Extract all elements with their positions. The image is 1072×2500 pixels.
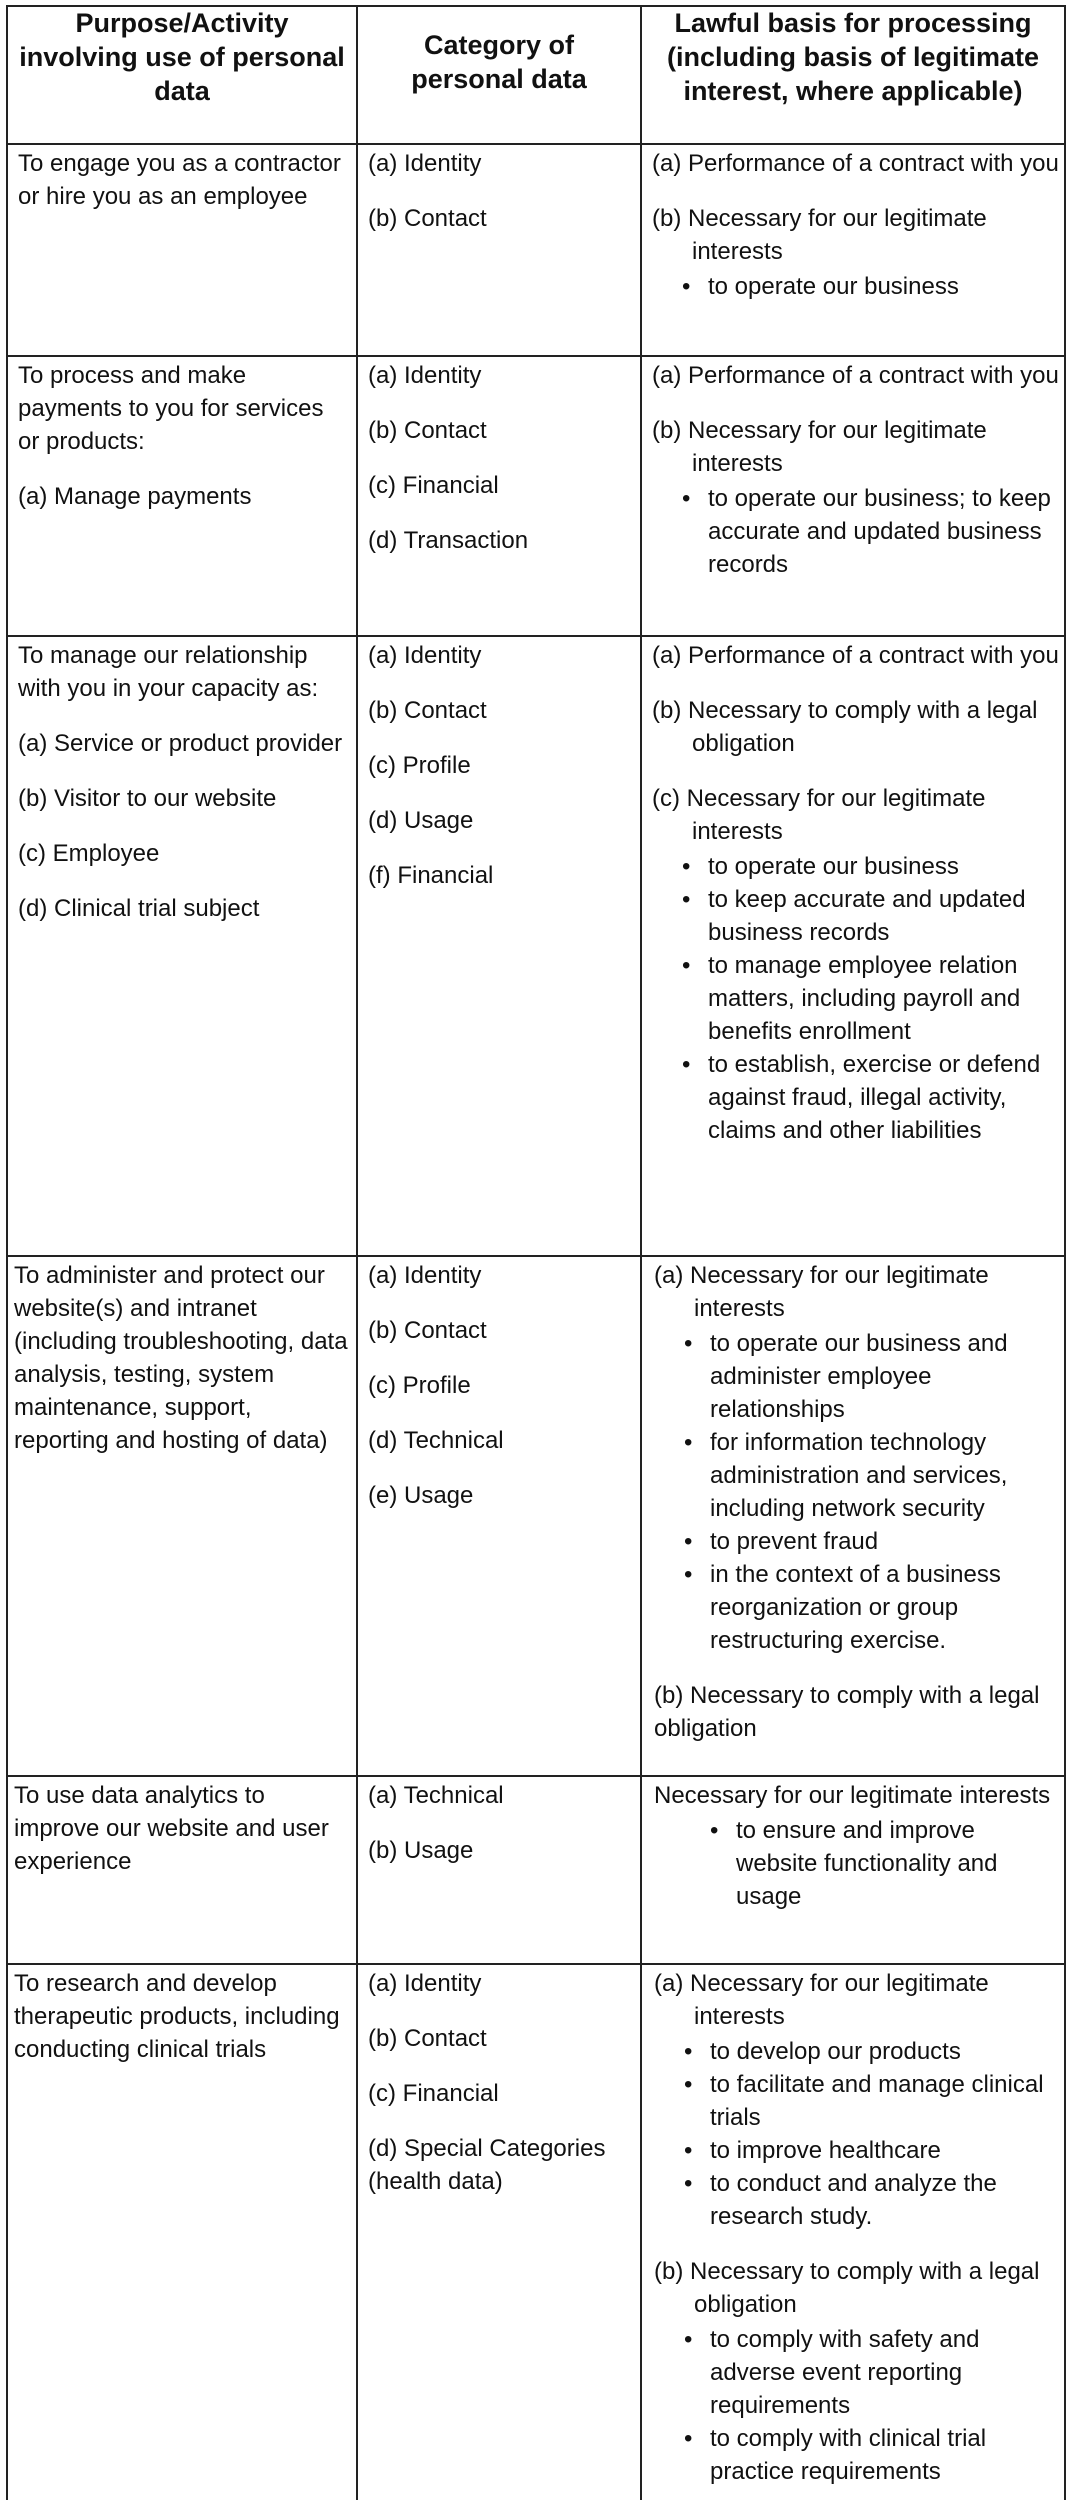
category-item: (a) Identity bbox=[368, 1262, 482, 1289]
basis-item: Necessary for our legitimate interests bbox=[654, 1782, 1051, 1809]
header-category: Category of personal data bbox=[411, 30, 587, 94]
bullet-item: • to conduct and analyze the research study. bbox=[710, 2167, 1062, 2233]
basis-item: (a) Necessary for our legitimate interests bbox=[654, 1970, 989, 2030]
basis-item: (a) Performance of a contract with you bbox=[652, 362, 1059, 389]
row3-categories bbox=[368, 639, 634, 914]
row2-purpose bbox=[18, 359, 348, 535]
category-item: (a) Identity bbox=[368, 150, 482, 177]
bullet-item: • to operate our business bbox=[708, 270, 1062, 303]
category-item: (b) Usage bbox=[368, 1837, 474, 1864]
purpose-text: (d) Clinical trial subject bbox=[18, 895, 260, 922]
row3-purpose bbox=[18, 639, 348, 947]
basis-item: (b) Necessary to comply with a legal obligation bbox=[654, 2258, 1040, 2318]
category-item: (d) Special Categories (health data) bbox=[368, 2135, 606, 2195]
row-divider bbox=[6, 1775, 1066, 1777]
row4-basis bbox=[654, 1259, 1062, 1767]
table-right-border bbox=[1064, 5, 1066, 2500]
basis-item: (b) Necessary to comply with a legal obligation bbox=[652, 697, 1038, 757]
category-item: (e) Usage bbox=[368, 1482, 474, 1509]
category-item: (a) Technical bbox=[368, 1782, 504, 1809]
row4-purpose bbox=[14, 1259, 348, 1457]
basis-item: (c) Necessary for our legitimate interests bbox=[652, 785, 986, 845]
category-item: (d) Transaction bbox=[368, 527, 529, 554]
category-item: (d) Technical bbox=[368, 1427, 504, 1454]
bullet-item: • to operate our business; to keep accurate and updated business records bbox=[708, 482, 1062, 581]
row2-basis bbox=[652, 359, 1062, 581]
purpose-text: (a) Manage payments bbox=[18, 483, 252, 510]
category-item: (b) Contact bbox=[368, 697, 487, 724]
row1-basis bbox=[652, 147, 1062, 303]
purpose-text: To research and develop therapeutic products, including conducting clinical trials bbox=[14, 1970, 340, 2063]
purpose-text: To manage our relationship with you in your capacity as: bbox=[18, 642, 319, 702]
basis-item: (a) Performance of a contract with you bbox=[652, 150, 1059, 177]
row5-purpose bbox=[14, 1779, 348, 1878]
row6-purpose bbox=[14, 1967, 348, 2066]
bullet-item: • in the context of a business reorganization or group restructuring exercise. bbox=[710, 1558, 1062, 1657]
row5-categories bbox=[368, 1779, 634, 1889]
basis-bullets bbox=[654, 2323, 1062, 2488]
bullet-item: • to manage employee relation matters, including payroll and benefits enrollment bbox=[708, 949, 1062, 1048]
row-divider bbox=[6, 1255, 1066, 1257]
column-divider bbox=[356, 5, 358, 2500]
purpose-text: (c) Employee bbox=[18, 840, 160, 867]
bullet-item: • to comply with clinical trial practice requirements bbox=[710, 2422, 1062, 2488]
basis-item: (a) Performance of a contract with you bbox=[652, 642, 1059, 669]
purpose-text: (a) Service or product provider bbox=[18, 730, 343, 757]
row-divider bbox=[6, 1963, 1066, 1965]
bullet-item: • to operate our business bbox=[708, 850, 1062, 883]
purpose-text: To use data analytics to improve our website and user experience bbox=[14, 1782, 329, 1875]
bullet-item: • to ensure and improve website functionality and usage bbox=[736, 1814, 1062, 1913]
row2-categories bbox=[368, 359, 634, 579]
purpose-text: To administer and protect our website(s) and intranet (including troubleshooting, data analysis, testing, system maintenance, support, reporting and hosting of data) bbox=[14, 1262, 348, 1454]
basis-bullets bbox=[654, 2035, 1062, 2233]
row6-basis bbox=[654, 1967, 1062, 2488]
header-basis: Lawful basis for processing (including basis of legitimate interest, where applicable) bbox=[666, 8, 1040, 106]
purpose-text: To engage you as a contractor or hire you as an employee bbox=[18, 150, 341, 210]
table-left-border bbox=[6, 5, 8, 2500]
purpose-text: To process and make payments to you for services or products: bbox=[18, 362, 324, 455]
basis-item: (b) Necessary to comply with a legal obligation bbox=[654, 1682, 1040, 1742]
row6-categories bbox=[368, 1967, 634, 2220]
category-item: (f) Financial bbox=[368, 862, 494, 889]
purpose-text: (b) Visitor to our website bbox=[18, 785, 277, 812]
basis-bullets bbox=[652, 270, 1062, 303]
row-divider bbox=[6, 635, 1066, 637]
bullet-item: • to operate our business and administer employee relationships bbox=[710, 1327, 1062, 1426]
basis-item: (b) Necessary for our legitimate interests bbox=[652, 417, 987, 477]
row3-basis bbox=[652, 639, 1062, 1147]
category-item: (c) Financial bbox=[368, 472, 499, 499]
category-item: (c) Profile bbox=[368, 1372, 471, 1399]
basis-item: (a) Necessary for our legitimate interests bbox=[654, 1262, 989, 1322]
category-item: (b) Contact bbox=[368, 417, 487, 444]
row4-categories bbox=[368, 1259, 634, 1534]
category-item: (b) Contact bbox=[368, 2025, 487, 2052]
row-divider bbox=[6, 355, 1066, 357]
bullet-item: • to comply with safety and adverse event reporting requirements bbox=[710, 2323, 1062, 2422]
basis-item: (b) Necessary for our legitimate interests bbox=[652, 205, 987, 265]
category-item: (a) Identity bbox=[368, 1970, 482, 1997]
row-divider bbox=[6, 143, 1066, 145]
row1-purpose bbox=[18, 147, 348, 213]
bullet-item: • to prevent fraud bbox=[710, 1525, 1062, 1558]
basis-bullets bbox=[654, 1327, 1062, 1657]
category-item: (d) Usage bbox=[368, 807, 474, 834]
bullet-item: • to establish, exercise or defend against fraud, illegal activity, claims and other liabilities bbox=[708, 1048, 1062, 1147]
row1-categories bbox=[368, 147, 634, 257]
category-item: (b) Contact bbox=[368, 1317, 487, 1344]
basis-bullets bbox=[652, 482, 1062, 581]
bullet-item: • for information technology administration and services, including network security bbox=[710, 1426, 1062, 1525]
bullet-item: • to facilitate and manage clinical trials bbox=[710, 2068, 1062, 2134]
category-item: (a) Identity bbox=[368, 642, 482, 669]
basis-bullets bbox=[654, 1814, 1062, 1913]
bullet-item: • to improve healthcare bbox=[710, 2134, 1062, 2167]
category-item: (a) Identity bbox=[368, 362, 482, 389]
basis-bullets bbox=[652, 850, 1062, 1147]
category-item: (b) Contact bbox=[368, 205, 487, 232]
bullet-item: • to develop our products bbox=[710, 2035, 1062, 2068]
header-purpose: Purpose/Activity involving use of personal data bbox=[19, 8, 345, 106]
column-divider bbox=[640, 5, 642, 2500]
category-item: (c) Profile bbox=[368, 752, 471, 779]
row5-basis bbox=[654, 1779, 1062, 1913]
category-item: (c) Financial bbox=[368, 2080, 499, 2107]
bullet-item: • to keep accurate and updated business records bbox=[708, 883, 1062, 949]
